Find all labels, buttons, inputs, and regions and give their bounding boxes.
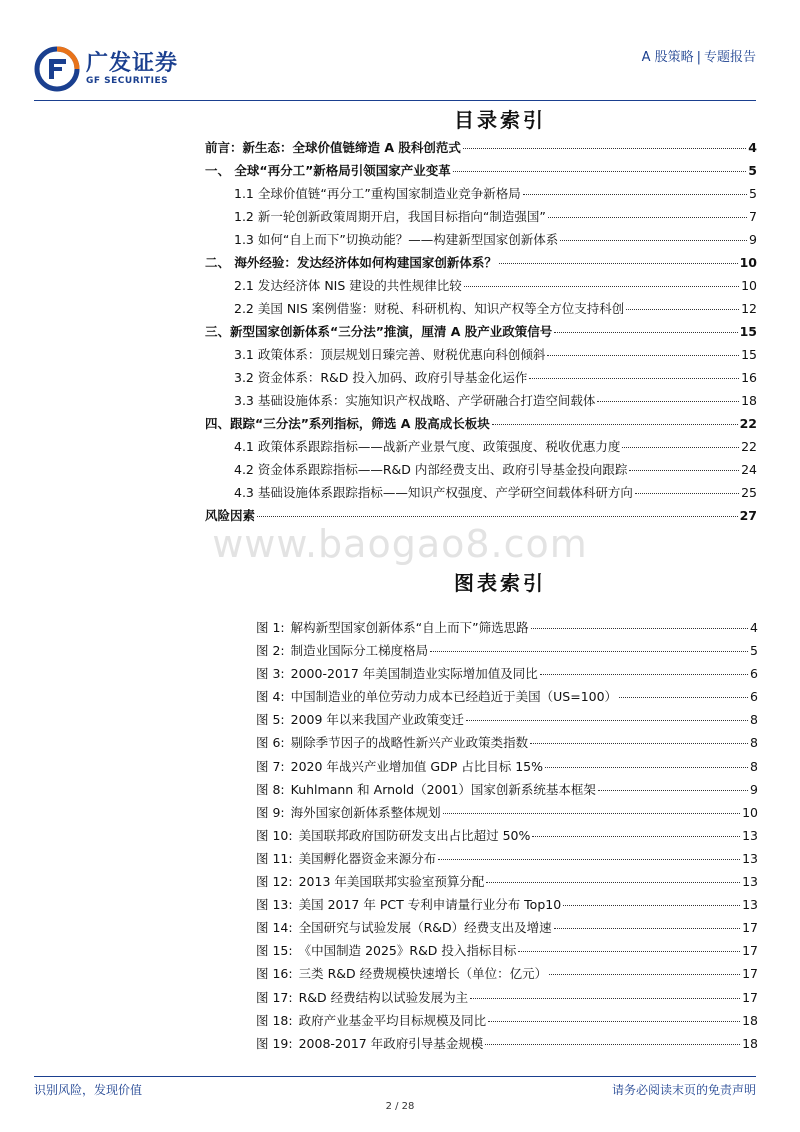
figure-entry[interactable]	[256, 826, 758, 849]
dot-leader	[549, 974, 740, 975]
figure-entry-page: 18	[742, 1012, 758, 1028]
toc-entry-text: 1.3 如何“自上而下”切换动能？——构建新型国家创新体系	[234, 232, 559, 247]
figure-entry-label: 图 16:	[256, 966, 293, 982]
figure-entry-page: 18	[742, 1035, 758, 1051]
figure-entry-page: 6	[750, 666, 758, 682]
toc-entry[interactable]	[205, 230, 757, 253]
figure-entry[interactable]	[256, 733, 758, 756]
figure-entry-label: 图 4:	[256, 689, 285, 705]
figure-entry[interactable]	[256, 757, 758, 780]
figure-entry-text: 2020 年战兴产业增加值 GDP 占比目标 15%	[290, 758, 543, 774]
toc-entry-page: 9	[749, 232, 757, 247]
dot-leader	[486, 882, 740, 883]
toc-entry-text: 3.2 资金体系：R&D 投入加码、政府引导基金化运作	[234, 370, 528, 385]
toc-entry-text: 3.3 基础设施体系：实施知识产权战略、产学研融合打造空间载体	[234, 393, 596, 408]
figure-entry-page: 17	[742, 920, 758, 936]
toc-entry-text: 风险因素	[205, 508, 256, 523]
dot-leader	[466, 720, 748, 721]
figure-entry-label: 图 12:	[256, 874, 293, 890]
figure-entry-label: 图 13:	[256, 897, 293, 913]
footer-slogan: 识别风险，发现价值	[34, 1083, 143, 1097]
toc-entry[interactable]	[205, 161, 757, 184]
toc-entry[interactable]	[205, 253, 757, 276]
figure-entry-page: 10	[742, 804, 758, 820]
figure-entry[interactable]	[256, 1034, 758, 1057]
figure-entry-label: 图 15:	[256, 943, 293, 959]
toc-entry-text: 3.1 政策体系：顶层规划日臻完善、财税优惠向科创倾斜	[234, 347, 546, 362]
figure-entry-text: 《中国制造 2025》R&D 投入指标目标	[298, 943, 517, 959]
figure-entry[interactable]	[256, 872, 758, 895]
figure-entry-page: 8	[750, 712, 758, 728]
figure-entry-text: 剔除季节因子的战略性新兴产业政策类指数	[290, 735, 529, 751]
figure-entry-page: 13	[742, 874, 758, 890]
figure-entry-page: 17	[742, 966, 758, 982]
figure-entry-label: 图 18:	[256, 1012, 293, 1028]
dot-leader	[548, 217, 747, 218]
toc-entry-page: 18	[741, 393, 757, 408]
toc-entry-page: 10	[739, 255, 757, 270]
figure-entry-label: 图 7:	[256, 758, 285, 774]
figure-entry-label: 图 6:	[256, 735, 285, 751]
dot-leader	[554, 928, 740, 929]
toc-entry-text: 4.1 政策体系跟踪指标——战新产业景气度、政策强度、税收优惠力度	[234, 439, 621, 454]
figure-entry-text: 政府产业基金平均目标规模及同比	[298, 1012, 487, 1028]
toc-entry[interactable]	[205, 322, 757, 345]
dot-leader	[492, 424, 738, 425]
dot-leader	[531, 628, 748, 629]
toc-entry-page: 15	[741, 347, 757, 362]
figure-entry-page: 8	[750, 758, 758, 774]
toc-entry[interactable]	[205, 460, 757, 483]
dot-leader	[523, 194, 747, 195]
figure-entry[interactable]	[256, 941, 758, 964]
gf-logo-icon	[34, 46, 80, 92]
dot-leader	[470, 998, 740, 999]
dot-leader	[463, 148, 746, 149]
toc-entry[interactable]	[205, 345, 757, 368]
report-type-label: 专题报告	[703, 50, 756, 65]
figure-entry-label: 图 11:	[256, 850, 293, 866]
dot-leader	[635, 493, 739, 494]
dot-leader	[629, 470, 739, 471]
figure-entry-text: 2013 年美国联邦实验室预算分配	[298, 874, 485, 890]
dot-leader	[530, 743, 748, 744]
watermark: www.baogao8.com	[212, 522, 588, 566]
dot-leader	[626, 309, 739, 310]
figure-entry-text: 中国制造业的单位劳动力成本已经趋近于美国（US=100）	[290, 689, 618, 705]
figure-entry-text: R&D 经费结构以试验发展为主	[298, 989, 469, 1005]
toc-entry-text: 四、跟踪“三分法”系列指标，筛选 A 股高成长板块	[205, 416, 490, 431]
toc-entry-page: 24	[741, 462, 757, 477]
toc-entry-text: 三、新型国家创新体系“三分法”推演，厘清 A 股产业政策信号	[205, 324, 553, 339]
figure-entry-page: 5	[750, 643, 758, 659]
toc-entry[interactable]	[205, 437, 757, 460]
figure-entry-label: 图 2:	[256, 643, 285, 659]
figure-entry-text: 2000-2017 年美国制造业实际增加值及同比	[290, 666, 538, 682]
toc-entry[interactable]	[205, 368, 757, 391]
brand-logo	[34, 46, 178, 92]
dot-leader	[597, 401, 739, 402]
toc-entry-page: 10	[741, 278, 757, 293]
figure-entry-label: 图 19:	[256, 1035, 293, 1051]
toc-entry-page: 5	[749, 186, 757, 201]
toc-entry[interactable]	[205, 138, 757, 161]
figure-entry-page: 13	[742, 897, 758, 913]
toc-entry-text: 前言：新生态：全球价值链缔造 A 股科创范式	[205, 140, 461, 155]
figure-entry-label: 图 14:	[256, 920, 293, 936]
dot-leader	[488, 1021, 740, 1022]
toc-entry[interactable]	[205, 207, 757, 230]
figure-entry-text: 制造业国际分工梯度格局	[290, 643, 429, 659]
toc-entry-page: 15	[739, 324, 757, 339]
toc-entry-page: 12	[741, 301, 757, 316]
figure-entry[interactable]	[256, 710, 758, 733]
toc-entry-page: 27	[739, 508, 757, 523]
dot-leader	[547, 355, 739, 356]
brand-name-cn: 广发证券	[86, 51, 179, 76]
footer-divider	[34, 1076, 756, 1077]
dot-leader	[499, 263, 738, 264]
toc-entry[interactable]	[205, 414, 757, 437]
dot-leader	[532, 836, 740, 837]
figure-entry-text: Kuhlmann 和 Arnold（2001）国家创新系统基本框架	[290, 781, 596, 797]
dot-leader	[554, 332, 737, 333]
toc-entry-text: 2.1 发达经济体 NIS 建设的共性规律比较	[234, 278, 462, 293]
figure-index-list	[256, 618, 758, 1057]
figure-entry[interactable]	[256, 918, 758, 941]
toc-entry-text: 2.2 美国 NIS 案例借鉴：财税、科研机构、知识产权等全方位支持科创	[234, 301, 625, 316]
toc-entry-text: 1.1 全球价值链“再分工”重构国家制造业竞争新格局	[234, 186, 521, 201]
toc-entry[interactable]	[205, 299, 757, 322]
figure-entry-text: 2008-2017 年政府引导基金规模	[298, 1035, 484, 1051]
brand-name-en: GF SECURITIES	[86, 76, 169, 86]
figure-entry-label: 图 8:	[256, 781, 285, 797]
figure-entry-page: 8	[750, 735, 758, 751]
figure-entry[interactable]	[256, 1011, 758, 1034]
footer-disclaimer: 请务必阅读末页的免责声明	[611, 1083, 756, 1097]
figure-entry[interactable]	[256, 618, 758, 641]
separator: |	[696, 50, 701, 65]
dot-leader	[518, 951, 740, 952]
figure-entry-label: 图 10:	[256, 827, 293, 843]
figure-entry-page: 4	[750, 620, 758, 635]
figure-entry[interactable]	[256, 803, 758, 826]
toc-entry-page: 7	[749, 209, 757, 224]
toc-entry-page: 22	[739, 416, 757, 431]
figure-entry-page: 6	[750, 689, 758, 705]
toc-entry-page: 16	[741, 370, 757, 385]
dot-leader	[485, 1044, 740, 1045]
category-label: A 股策略	[641, 50, 694, 65]
toc-entry-page: 5	[748, 163, 757, 178]
figure-entry-label: 图 1:	[256, 620, 285, 635]
dot-leader	[430, 651, 748, 652]
toc-entry[interactable]	[205, 483, 757, 506]
dot-leader	[560, 240, 747, 241]
toc-entry[interactable]	[205, 184, 757, 207]
figure-entry-page: 17	[742, 989, 758, 1005]
figure-entry-page: 13	[742, 827, 758, 843]
toc-entry-text: 一、 全球“再分工”新格局引领国家产业变革	[205, 163, 451, 178]
figure-entry-label: 图 9:	[256, 804, 285, 820]
dot-leader	[563, 905, 740, 906]
figure-entry[interactable]	[256, 780, 758, 803]
figure-entry[interactable]	[256, 988, 758, 1011]
header-divider	[34, 100, 756, 101]
toc-entry-text: 1.2 新一轮创新政策周期开启，我国目标指向“制造强国”	[234, 209, 546, 224]
figure-entry-page: 13	[742, 850, 758, 866]
figure-entry-text: 美国联邦政府国防研发支出占比超过 50%	[298, 827, 531, 843]
dot-leader	[453, 171, 747, 172]
figure-entry-text: 海外国家创新体系整体规划	[290, 804, 441, 820]
dot-leader	[438, 859, 740, 860]
figure-entry-page: 9	[750, 781, 758, 797]
figure-entry-text: 全国研究与试验发展（R&D）经费支出及增速	[298, 920, 552, 936]
dot-leader	[464, 286, 739, 287]
figure-entry[interactable]	[256, 895, 758, 918]
figure-entry-text: 解构新型国家创新体系“自上而下”筛选思路	[290, 620, 529, 635]
toc-entry[interactable]	[205, 391, 757, 414]
toc-entry-text: 二、 海外经验：发达经济体如何构建国家创新体系？	[205, 255, 497, 270]
dot-leader	[443, 813, 740, 814]
toc-entry-page: 22	[741, 439, 757, 454]
figure-index-title: 图表索引	[454, 571, 546, 595]
toc-entry[interactable]	[205, 276, 757, 299]
dot-leader	[540, 674, 748, 675]
figure-entry-text: 三类 R&D 经费规模快速增长（单位：亿元）	[298, 966, 548, 982]
toc-entry-text: 4.2 资金体系跟踪指标——R&D 内部经费支出、政府引导基金投向跟踪	[234, 462, 628, 477]
figure-entry[interactable]	[256, 664, 758, 687]
dot-leader	[619, 697, 748, 698]
figure-entry-text: 2009 年以来我国产业政策变迁	[290, 712, 464, 728]
toc-entry-text: 4.3 基础设施体系跟踪指标——知识产权强度、产学研空间载体科研方向	[234, 485, 633, 500]
dot-leader	[622, 447, 739, 448]
figure-entry-text: 美国 2017 年 PCT 专利申请量行业分布 Top10	[298, 897, 562, 913]
figure-entry[interactable]	[256, 964, 758, 987]
toc-list	[205, 138, 757, 529]
figure-entry-text: 美国孵化器资金来源分布	[298, 850, 437, 866]
figure-entry-page: 17	[742, 943, 758, 959]
figure-entry[interactable]	[256, 687, 758, 710]
toc-entry-page: 4	[748, 140, 757, 155]
figure-entry-label: 图 3:	[256, 666, 285, 682]
dot-leader	[598, 790, 748, 791]
report-category	[642, 46, 756, 65]
figure-entry[interactable]	[256, 641, 758, 664]
figure-entry-label: 图 17:	[256, 989, 293, 1005]
toc-title: 目录索引	[454, 108, 546, 132]
dot-leader	[529, 378, 739, 379]
dot-leader	[257, 516, 738, 517]
figure-entry-label: 图 5:	[256, 712, 285, 728]
toc-entry-page: 25	[741, 485, 757, 500]
dot-leader	[545, 767, 748, 768]
page-number: 2 / 28	[385, 1101, 415, 1112]
figure-entry[interactable]	[256, 849, 758, 872]
